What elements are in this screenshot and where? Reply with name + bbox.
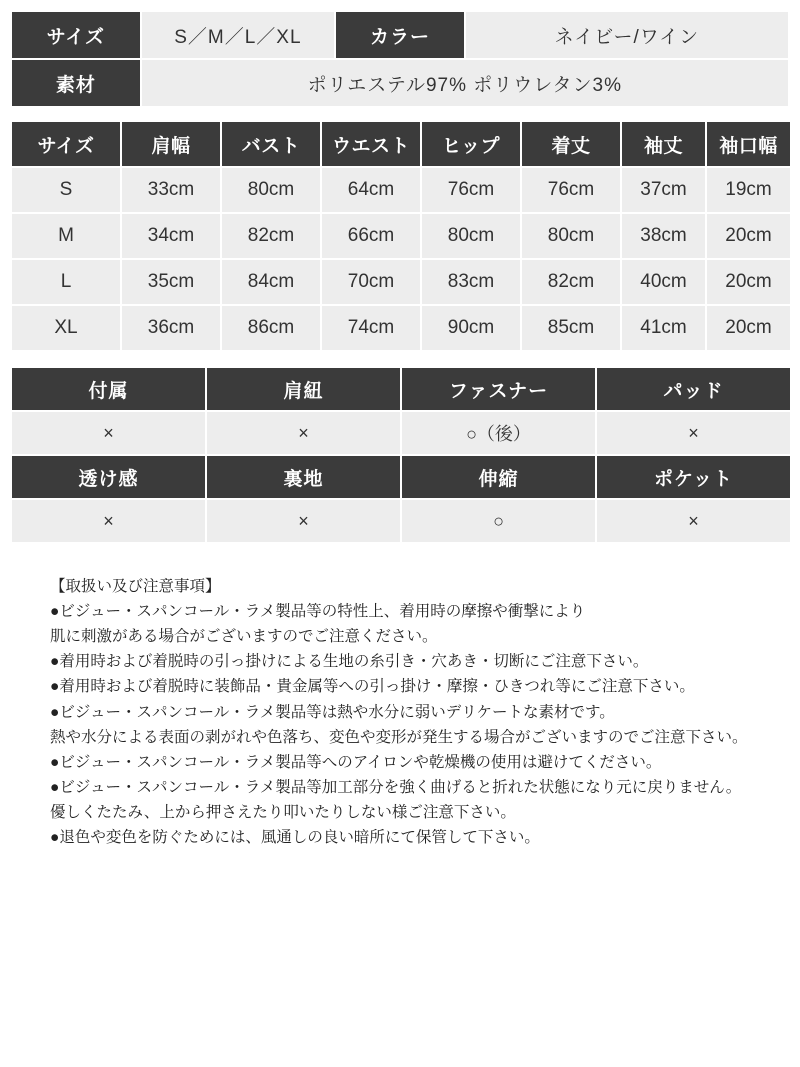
attr-value-pocket: × (596, 499, 791, 543)
measurement-table (10, 120, 792, 352)
cell-bust: 86cm (221, 305, 321, 351)
table-header-row (11, 121, 791, 167)
cell-cuff-width: 19cm (706, 167, 791, 213)
notes-line: 優しくたたみ、上から押さえたり叩いたりしない様ご注意下さい。 (50, 803, 516, 821)
notes-line: ●退色や変色を防ぐためには、風通しの良い暗所にて保管して下さい。 (50, 829, 540, 847)
cell-sleeve-length: 41cm (621, 305, 706, 351)
attr-value-accessory: × (11, 411, 206, 455)
cell-waist: 64cm (321, 167, 421, 213)
cell-length: 80cm (521, 213, 621, 259)
cell-hip: 76cm (421, 167, 521, 213)
table-row (11, 259, 791, 305)
attributes-table (10, 366, 792, 544)
spec-label-material: 素材 (11, 59, 141, 107)
notes-line: ●ビジュー・スパンコール・ラメ製品等へのアイロンや乾燥機の使用は避けてください。 (50, 753, 662, 771)
cell-hip: 80cm (421, 213, 521, 259)
cell-waist: 66cm (321, 213, 421, 259)
spec-label-color: カラー (335, 11, 465, 59)
table-header-row (11, 367, 791, 411)
cell-bust: 80cm (221, 167, 321, 213)
notes-line: 肌に刺激がある場合がございますのでご注意ください。 (50, 628, 438, 646)
table-row (11, 11, 789, 59)
cell-size: XL (11, 305, 121, 351)
notes-title: 【取扱い及び注意事項】 (50, 578, 221, 595)
cell-length: 85cm (521, 305, 621, 351)
col-header-shoulder: 肩幅 (121, 121, 221, 167)
cell-length: 82cm (521, 259, 621, 305)
attr-value-zipper: ○（後） (401, 411, 596, 455)
notes-line: ●ビジュー・スパンコール・ラメ製品等の特性上、着用時の摩擦や衝撃により (50, 603, 586, 621)
cell-cuff-width: 20cm (706, 305, 791, 351)
attr-header-stretch: 伸縮 (401, 455, 596, 499)
notes-line: ●ビジュー・スパンコール・ラメ製品等は熱や水分に弱いデリケートな素材です。 (50, 703, 615, 721)
cell-cuff-width: 20cm (706, 213, 791, 259)
col-header-bust: バスト (221, 121, 321, 167)
cell-shoulder: 33cm (121, 167, 221, 213)
attr-header-pad: パッド (596, 367, 791, 411)
spec-table (10, 10, 790, 108)
measurement-section (10, 120, 790, 352)
cell-waist: 74cm (321, 305, 421, 351)
col-header-cuff-width: 袖口幅 (706, 121, 791, 167)
notes-line: ●着用時および着脱時に装飾品・貴金属等への引っ掛け・摩擦・ひきつれ等にご注意下さい。 (50, 678, 695, 696)
cell-shoulder: 36cm (121, 305, 221, 351)
cell-size: S (11, 167, 121, 213)
table-row (11, 167, 791, 213)
spec-label-size: サイズ (11, 11, 141, 59)
cell-bust: 82cm (221, 213, 321, 259)
col-header-size: サイズ (11, 121, 121, 167)
cell-cuff-width: 20cm (706, 259, 791, 305)
cell-bust: 84cm (221, 259, 321, 305)
attr-value-pad: × (596, 411, 791, 455)
cell-size: M (11, 213, 121, 259)
table-header-row (11, 455, 791, 499)
cell-sleeve-length: 40cm (621, 259, 706, 305)
attr-header-pocket: ポケット (596, 455, 791, 499)
attr-header-lining: 裏地 (206, 455, 401, 499)
table-row (11, 213, 791, 259)
table-row (11, 411, 791, 455)
spec-value-material: ポリエステル97% ポリウレタン3% (141, 59, 789, 107)
spec-value-color: ネイビー/ワイン (465, 11, 789, 59)
table-row (11, 305, 791, 351)
attr-value-shoulder-strap: × (206, 411, 401, 455)
col-header-length: 着丈 (521, 121, 621, 167)
attributes-section (10, 366, 790, 544)
table-row (11, 59, 789, 107)
col-header-sleeve-length: 袖丈 (621, 121, 706, 167)
table-row (11, 499, 791, 543)
cell-hip: 83cm (421, 259, 521, 305)
col-header-hip: ヒップ (421, 121, 521, 167)
cell-length: 76cm (521, 167, 621, 213)
attr-header-zipper: ファスナー (401, 367, 596, 411)
cell-size: L (11, 259, 121, 305)
cell-shoulder: 34cm (121, 213, 221, 259)
notes-line: 熱や水分による表面の剥がれや色落ち、変色や変形が発生する場合がございますのでご注意下さい。 (50, 728, 748, 746)
cell-sleeve-length: 38cm (621, 213, 706, 259)
attr-value-stretch: ○ (401, 499, 596, 543)
notes-line: ●着用時および着脱時の引っ掛けによる生地の糸引き・穴あき・切断にご注意下さい。 (50, 653, 649, 671)
notes-line: ●ビジュー・スパンコール・ラメ製品等加工部分を強く曲げると折れた状態になり元に戻りません。 (50, 778, 742, 796)
cell-hip: 90cm (421, 305, 521, 351)
cell-waist: 70cm (321, 259, 421, 305)
attr-value-sheerness: × (11, 499, 206, 543)
col-header-waist: ウエスト (321, 121, 421, 167)
attr-header-shoulder-strap: 肩紐 (206, 367, 401, 411)
notes-section (10, 574, 790, 850)
attr-value-lining: × (206, 499, 401, 543)
cell-shoulder: 35cm (121, 259, 221, 305)
spec-value-size: S／M／L／XL (141, 11, 335, 59)
attr-header-sheerness: 透け感 (11, 455, 206, 499)
attr-header-accessory: 付属 (11, 367, 206, 411)
cell-sleeve-length: 37cm (621, 167, 706, 213)
